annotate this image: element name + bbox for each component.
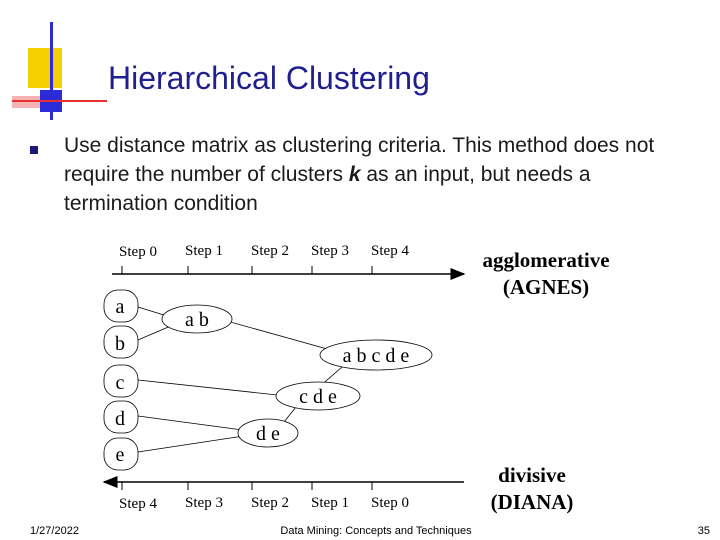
cluster-label-ab: a b [185, 309, 209, 331]
agnes-label: (AGNES) [502, 275, 590, 299]
bullet-text-part1: Use distance matrix as clustering criteria. This method does not require the number of clusters [64, 134, 655, 186]
top-step-label: Step 1 [185, 243, 223, 259]
leaf-label-d: d [115, 408, 125, 430]
page-title: Hierarchical Clustering [108, 60, 430, 96]
cluster-label-abcde: a b c d e [342, 345, 410, 367]
footer-course: Data Mining: Concepts and Techniques [280, 525, 472, 537]
link-d-de [138, 416, 250, 431]
leaf-label-b: b [115, 333, 125, 355]
bullet-text-part2: as an input, but needs a termination condition [64, 163, 591, 215]
bullet-text-k: k [348, 163, 361, 186]
footer-date: 1/27/2022 [30, 525, 79, 537]
diana-label: (DIANA) [490, 490, 574, 514]
top-step-label: Step 0 [119, 244, 157, 260]
bottom-step-label: Step 1 [311, 495, 349, 511]
top-step-label: Step 3 [311, 243, 349, 259]
divisive-label: divisive [498, 463, 566, 487]
cluster-label-de: d e [256, 423, 280, 445]
top-step-label: Step 2 [251, 243, 289, 259]
cluster-label-cde: c d e [299, 386, 337, 408]
link-ab-abcde [216, 318, 338, 352]
top-step-label: Step 4 [371, 243, 409, 259]
leaf-label-c: c [115, 372, 125, 394]
footer-page-number: 35 [697, 525, 710, 537]
link-c-cde [138, 380, 296, 397]
agglomerative-label: agglomerative [482, 248, 610, 272]
bottom-step-label: Step 2 [251, 495, 289, 511]
bottom-step-label: Step 0 [371, 495, 409, 511]
link-e-de [138, 435, 250, 452]
bottom-step-label: Step 3 [185, 495, 223, 511]
leaf-label-a: a [115, 296, 125, 318]
leaf-label-e: e [115, 444, 125, 466]
bottom-step-label: Step 4 [119, 496, 157, 512]
